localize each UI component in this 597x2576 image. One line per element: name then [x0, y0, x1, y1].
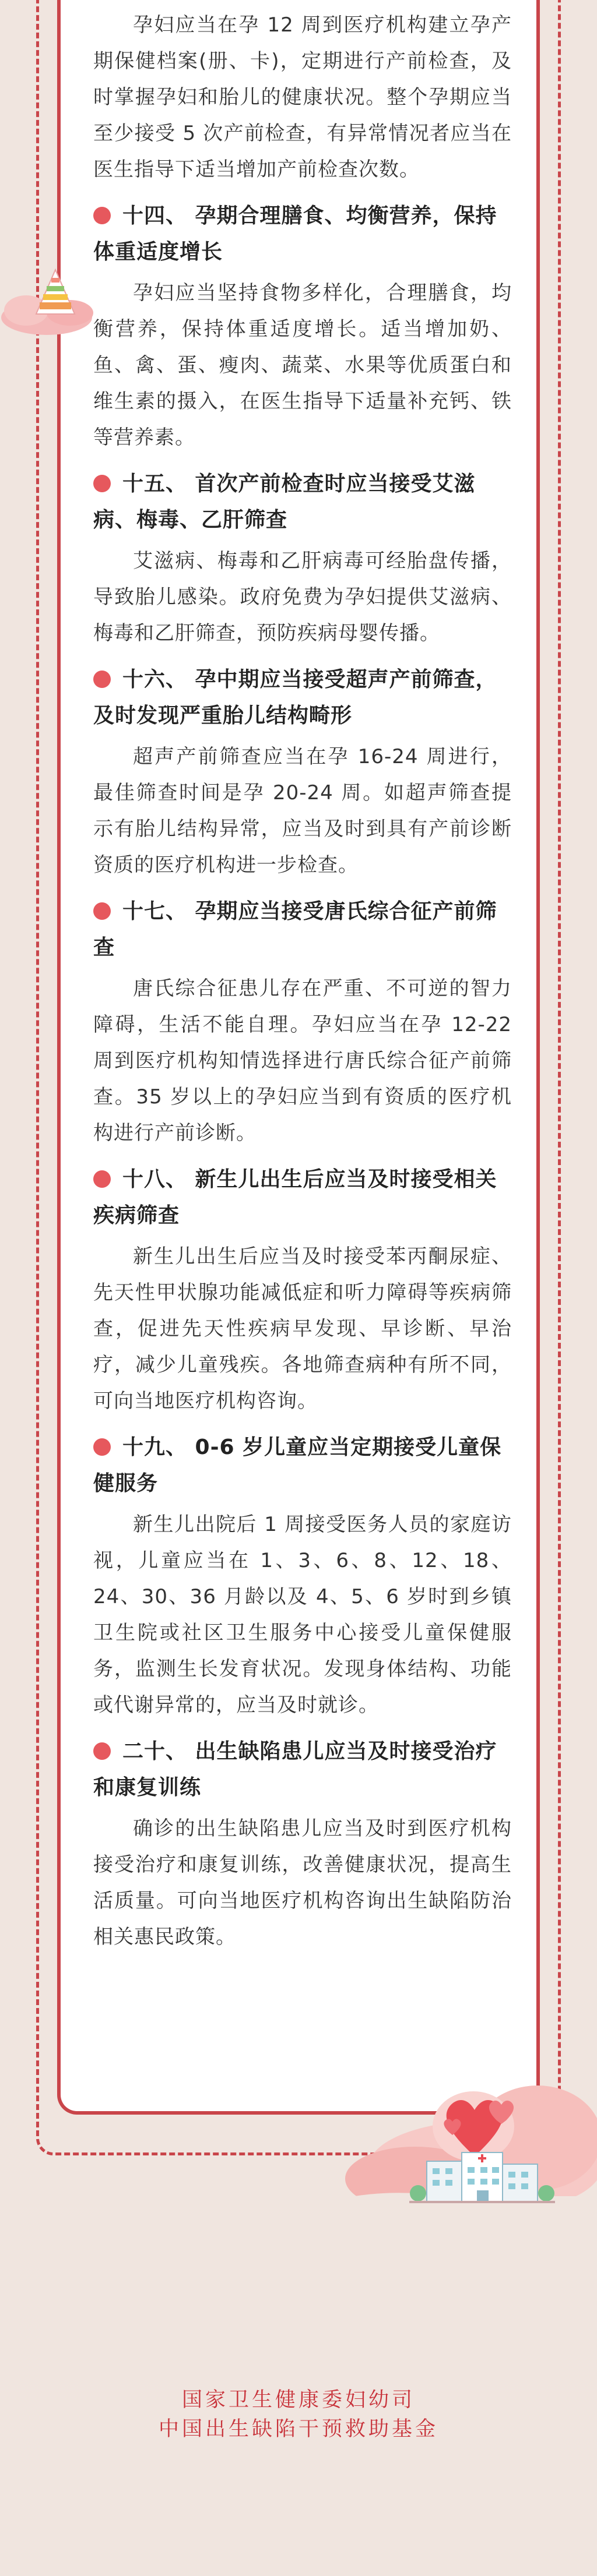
section-heading: 十四、 孕期合理膳食、均衡营养，保持体重适度增长 — [93, 204, 497, 264]
section-body: 超声产前筛查应当在孕 16-24 周进行，最佳筛查时间是孕 20-24 周。如超声筛查提示有胎儿结构异常，应当及时到具有产前诊断资质的医疗机构进一步检查。 — [93, 745, 512, 877]
section-heading: 二十、 出生缺陷患儿应当及时接受治疗和康复训练 — [93, 1739, 497, 1799]
section-14 — [93, 198, 512, 456]
bullet-dot-icon — [93, 1438, 111, 1456]
section-body: 孕妇应当坚持食物多样化，合理膳食，均衡营养，保持体重适度增长。适当增加奶、鱼、禽、蛋、瘦肉、蔬菜、水果等优质蛋白和维生素的摄入，在医生指导下适量补充钙、铁等营养素。 — [93, 281, 512, 449]
bullet-dot-icon — [93, 1170, 111, 1188]
section-19 — [93, 1430, 512, 1723]
section-15 — [93, 466, 512, 651]
footer-organization-2: 中国出生缺陷干预救助基金 — [158, 2418, 438, 2441]
bullet-dot-icon — [93, 207, 111, 224]
section-heading: 十五、 首次产前检查时应当接受艾滋病、梅毒、乙肝筛查 — [93, 472, 476, 532]
section-body: 确诊的出生缺陷患儿应当及时到医疗机构接受治疗和康复训练，改善健康状况，提高生活质量。可向当地医疗机构咨询出生缺陷防治相关惠民政策。 — [93, 1817, 512, 1949]
bullet-dot-icon — [93, 475, 111, 492]
section-17 — [93, 894, 512, 1151]
food-pyramid-icon — [0, 265, 105, 335]
bullet-dot-icon — [93, 1742, 111, 1760]
section-body: 新生儿出院后 1 周接受医务人员的家庭访视，儿童应当在 1、3、6、8、12、18、24、30、36 月龄以及 4、5、6 岁时到乡镇卫生院或社区卫生服务中心接受儿童保健服务，监测生长发育状况。发现身体结构、功能或代谢异常的，应当及时就诊。 — [93, 1513, 512, 1717]
section-20 — [93, 1734, 512, 1955]
section-16 — [93, 662, 512, 883]
section-18 — [93, 1162, 512, 1419]
section-heading: 十九、 0-6 岁儿童应当定期接受儿童保健服务 — [93, 1435, 502, 1495]
bullet-dot-icon — [93, 671, 111, 688]
footer-organization-1: 国家卫生健康委妇幼司 — [181, 2388, 415, 2412]
section-body: 唐氏综合征患儿存在严重、不可逆的智力障碍，生活不能自理。孕妇应当在孕 12-22 周到医疗机构知情选择进行唐氏综合征产前筛查。35 岁以上的孕妇应当到有资质的医疗机构进行产前诊断。 — [93, 977, 512, 1145]
bullet-dot-icon — [93, 902, 111, 920]
intro-paragraph: 孕妇应当在孕 12 周到医疗机构建立孕产期保健档案(册、卡)，定期进行产前检查，及时掌握孕妇和胎儿的健康状况。整个孕期应当至少接受 5 次产前检查，有异常情况者应当在医生指导下适当增加产前检查次数。 — [93, 13, 512, 181]
section-heading: 十八、 新生儿出生后应当及时接受相关疾病筛查 — [93, 1167, 497, 1227]
main-content — [93, 7, 512, 1965]
section-body: 艾滋病、梅毒和乙肝病毒可经胎盘传播，导致胎儿感染。政府免费为孕妇提供艾滋病、梅毒和乙肝筛查，预防疾病母婴传播。 — [93, 549, 512, 645]
section-body: 新生儿出生后应当及时接受苯丙酮尿症、先天性甲状腺功能减低症和听力障碍等疾病筛查，促进先天性疾病早发现、早诊断、早治疗，减少儿童残疾。各地筛查病种有所不同，可向当地医疗机构咨询。 — [93, 1245, 512, 1413]
section-heading: 十六、 孕中期应当接受超声产前筛查，及时发现严重胎儿结构畸形 — [93, 668, 497, 728]
section-heading: 十七、 孕期应当接受唐氏综合征产前筛查 — [93, 899, 497, 959]
hospital-heart-illustration — [293, 2051, 597, 2219]
